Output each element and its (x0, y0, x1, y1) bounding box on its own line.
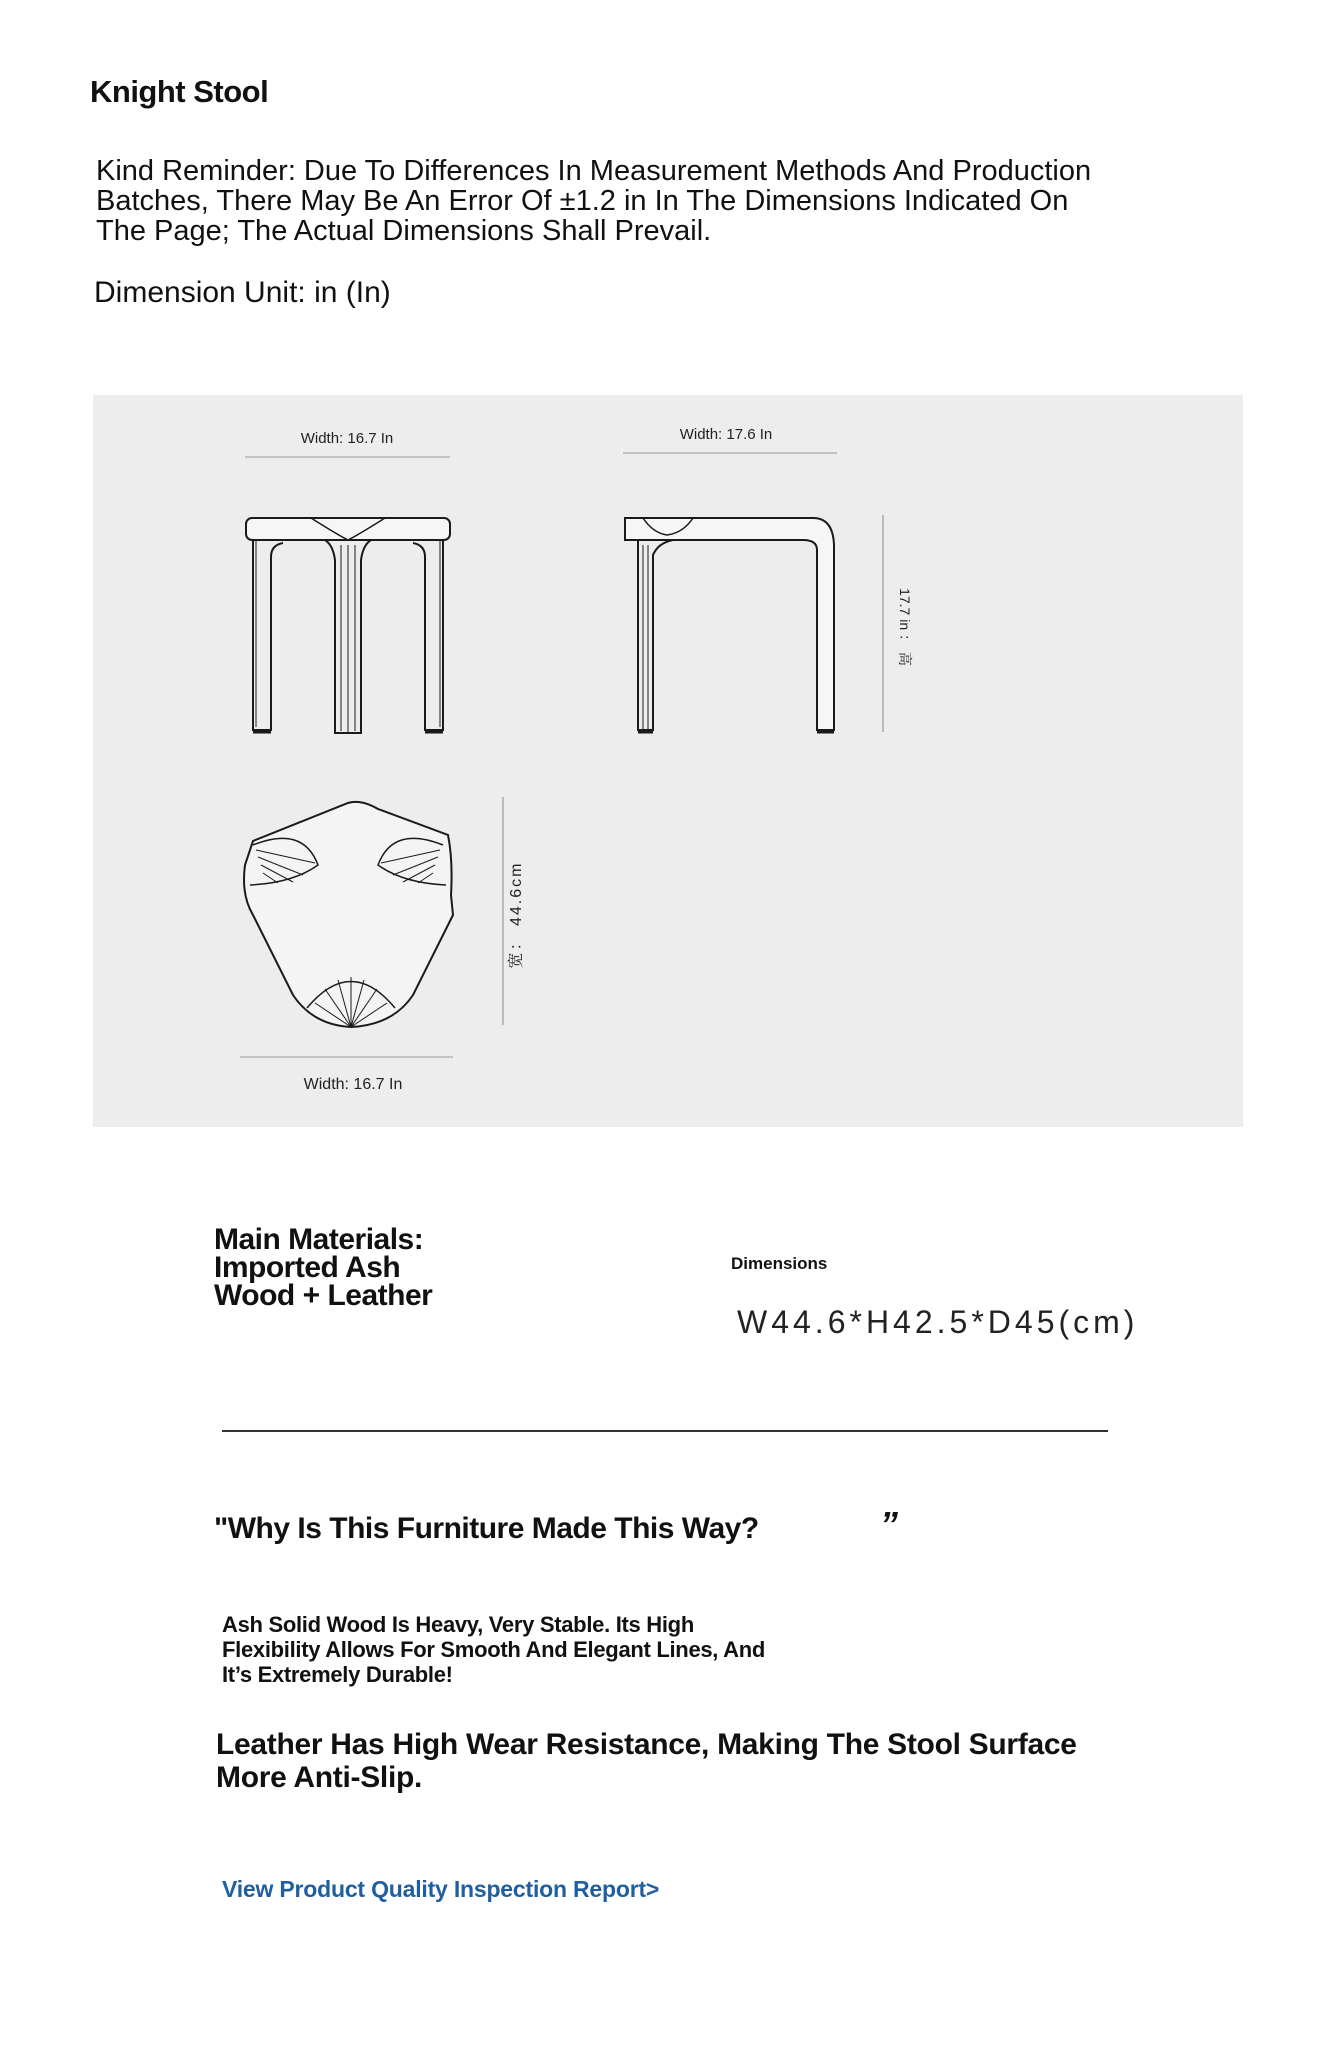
section-divider (222, 1430, 1108, 1432)
dimension-drawing-panel (93, 395, 1243, 1127)
depth-label: 宽： 44.6cm (508, 861, 525, 969)
design-question: "Why Is This Furniture Made This Way? (214, 1512, 759, 1545)
main-materials: Main Materials: Imported Ash Wood + Leather (214, 1223, 433, 1312)
height-label: 17.7 in ： 高 (897, 588, 913, 666)
dimension-unit: Dimension Unit: in (In) (94, 276, 391, 309)
quality-report-link[interactable]: View Product Quality Inspection Report> (222, 1876, 660, 1902)
dimensions-label: Dimensions (731, 1254, 828, 1273)
dimensions-value: W44.6*H42.5*D45(cm) (737, 1304, 1139, 1340)
ash-wood-description: Ash Solid Wood Is Heavy, Very Stable. Its High Flexibility Allows For Smooth And Elegant Lines, And It’s Extremely Durable! (222, 1612, 765, 1687)
leather-description: Leather Has High Wear Resistance, Making The Stool Surface More Anti-Slip. (216, 1728, 1077, 1794)
front-view-drawing (245, 457, 450, 733)
top-width-label: Width: 16.7 In (303, 1076, 403, 1093)
stool-technical-drawing (93, 395, 1243, 1127)
top-view-drawing (240, 797, 503, 1057)
closing-quote-mark: ” (880, 1504, 898, 1545)
page-title: Knight Stool (90, 74, 269, 109)
dimension-reminder: Kind Reminder: Due To Differences In Measurement Methods And Production Batches, There May Be An Error Of ±1.2 in In The Dimensions Indicated On The Page; The Actual Dimensions Shall Prevail. (96, 155, 1092, 247)
side-width-label: Width: 17.6 In (679, 426, 773, 443)
front-width-label: Width: 16.7 In (300, 430, 394, 447)
side-view-drawing (623, 453, 883, 732)
